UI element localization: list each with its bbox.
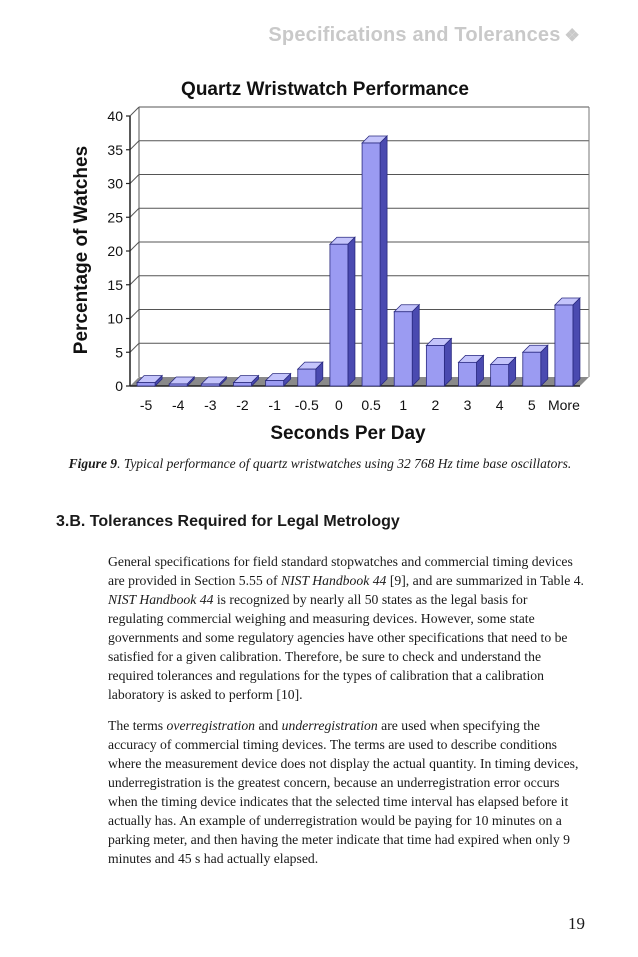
gridline-diagonal [130, 208, 139, 217]
x-tick-label: 1 [399, 397, 408, 413]
chart-title: Quartz Wristwatch Performance [181, 79, 469, 100]
bar-front [491, 364, 509, 386]
paragraph-1: General specifications for field standard stopwatches and commercial timing devices are provided in Section 5.55 of NIST Handbook 44 [9], and are summarized in Table 4. NIST Handbook 44 is recognized by nearly all 50 states as the legal basis for regulating commercial weighing and measuring devices. However, some state governments and some regulatory agencies have other specifications that need to be satisfied for a given calibration. Therefore, be sure to check and understand the required tolerances and regulations for the types of calibration that a calibration laboratory is asked to perform [10]. [108, 554, 584, 702]
x-axis-label: Seconds Per Day [270, 423, 426, 444]
bar [394, 305, 419, 386]
bar-front [459, 362, 477, 386]
bar-side [541, 345, 548, 386]
x-tick-label: -2 [236, 397, 249, 413]
figure-caption [60, 454, 580, 474]
bar-front [298, 369, 316, 386]
bar-chart [60, 72, 590, 452]
gridline-diagonal [130, 343, 139, 352]
bar [330, 237, 355, 386]
bar [298, 362, 323, 386]
x-tick-label: 5 [527, 397, 536, 413]
plot-area [107, 107, 589, 413]
bar-side [412, 305, 419, 386]
bar-front [266, 381, 284, 386]
gridline-diagonal [130, 107, 139, 116]
ornament-icon: ❖ [564, 26, 580, 45]
x-tick-label: 3 [463, 397, 472, 413]
y-tick-label: 5 [115, 344, 123, 361]
chart-container [60, 72, 590, 452]
figure-label: Figure 9 [68, 456, 118, 471]
bar-front [201, 384, 219, 386]
bar-side [348, 237, 355, 386]
term-underregistration: underregistration [281, 718, 378, 733]
bar-front [330, 244, 348, 386]
bar-front [426, 346, 444, 387]
x-tick-label: 4 [495, 397, 504, 413]
y-tick-label: 20 [107, 243, 123, 259]
bar-front [137, 383, 155, 386]
gridline-diagonal [130, 141, 139, 150]
y-tick-label: 0 [115, 378, 123, 394]
bar-front [169, 384, 187, 386]
bar [459, 355, 484, 386]
x-tick-label: -5 [139, 397, 153, 413]
bar-front [362, 143, 380, 386]
paragraph-2: The terms overregistration and underregistration are used when specifying the accuracy of commercial timing devices. The terms are used to describe conditions where the measurement device does not display the actual quantity. In timing devices, underregistration is the greatest concern, because an underregistration error occurs when the timing device indicates that the selected time interval has elapsed before it actually has. An example of underregistration would be paying for 10 minutes on a parking meter, and then having the meter indicate that time had expired when only 9 minutes and 45 s had actually elapsed. [108, 718, 579, 866]
y-tick-label: 10 [107, 310, 123, 327]
y-axis-label: Percentage of Watches [71, 145, 92, 355]
bar-front [523, 352, 541, 386]
y-tick-label: 25 [107, 209, 123, 226]
x-tick-label: 2 [431, 397, 440, 413]
x-tick-label: 0 [335, 397, 343, 413]
handbook-reference: NIST Handbook 44 [108, 592, 214, 607]
bar-side [380, 136, 387, 386]
chart-floor [130, 377, 589, 386]
bar-side [444, 339, 451, 387]
bar-front [394, 312, 412, 386]
running-title: Specifications and Tolerances [268, 24, 561, 46]
bar [426, 339, 451, 387]
term-overregistration: overregistration [166, 718, 256, 733]
bar-front [555, 305, 573, 386]
bar-front [234, 383, 252, 386]
y-tick-label: 35 [107, 141, 123, 158]
page-number: 19 [568, 914, 585, 933]
handbook-reference: NIST Handbook 44 [280, 573, 387, 588]
x-tick-label: 0.5 [361, 397, 381, 413]
x-tick-label: More [547, 397, 580, 413]
x-tick-label: -4 [171, 397, 185, 413]
bar [491, 357, 516, 386]
section-heading: 3.B. Tolerances Required for Legal Metrology [56, 513, 400, 530]
x-tick-label: -1 [268, 397, 281, 413]
bar-side [573, 298, 580, 386]
figure-caption-text: . Typical performance of quartz wristwatches using 32 768 Hz time base oscillators. [117, 456, 572, 471]
x-tick-label: -3 [204, 397, 217, 413]
y-tick-label: 15 [107, 276, 123, 293]
y-tick-label: 40 [107, 108, 123, 124]
bar [523, 345, 548, 386]
gridline-diagonal [130, 242, 139, 251]
bar [555, 298, 580, 386]
running-header [268, 24, 580, 47]
x-tick-label: -0.5 [294, 397, 319, 413]
bar [362, 136, 387, 386]
gridline-diagonal [130, 310, 139, 319]
gridline-diagonal [130, 276, 139, 285]
y-tick-label: 30 [107, 175, 123, 192]
gridline-diagonal [130, 175, 139, 184]
